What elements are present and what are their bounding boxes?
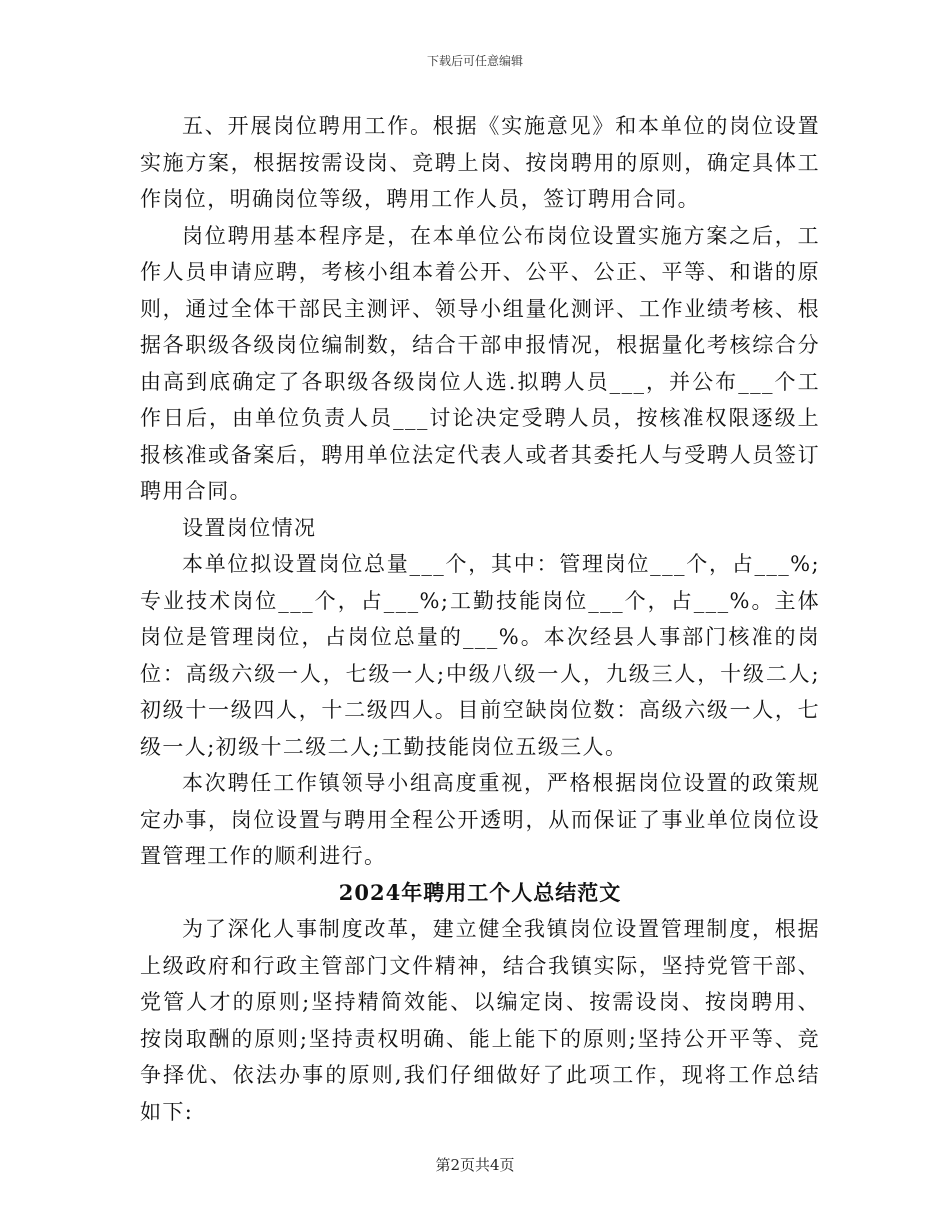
paragraph-leadership: 本次聘任工作镇领导小组高度重视，严格根据岗位设置的政策规定办事，岗位设置与聘用全程公开透明，从而保证了事业单位岗位设置管理工作的顺利进行。 xyxy=(140,771,820,868)
paragraph-summary-intro: 为了深化人事制度改革，建立健全我镇岗位设置管理制度，根据上级政府和行政主管部门文件精神，结合我镇实际，坚持党管干部、党管人才的原则;坚持精简效能、以编定岗、按需设岗、按岗聘用、按岗取酬的原则;坚持责权明确、能上能下的原则;坚持公开平等、竞争择优、依法办事的原则,我们仔细做好了此项工作，现将工作总结如下: xyxy=(140,917,820,1124)
paragraph-job-hiring: 五、开展岗位聘用工作。根据《实施意见》和本单位的岗位设置实施方案，根据按需设岗、竞聘上岗、按岗聘用的原则，确定具体工作岗位，明确岗位等级，聘用工作人员，签订聘用合同。 xyxy=(140,114,820,211)
document-body xyxy=(140,108,820,1130)
page-number-footer: 第2页共4页 xyxy=(435,1156,515,1174)
section-heading-positions: 设置岗位情况 xyxy=(182,515,317,540)
document-title: 2024年聘用工个人总结范文 xyxy=(338,879,622,905)
paragraph-position-numbers: 本单位拟设置岗位总量___个，其中：管理岗位___个，占___%;专业技术岗位___个，占___%;工勤技能岗位___个，占___%。主体岗位是管理岗位，占岗位总量的___%。本次经县人事部门核准的岗位：高级六级一人，七级一人;中级八级一人，九级三人，十级二人;初级十一级四人，十二级四人。目前空缺岗位数：高级六级一人，七级一人;初级十二级二人;工勤技能岗位五级三人。 xyxy=(140,552,820,759)
page-header-note: 下载后可任意编辑 xyxy=(426,54,523,68)
paragraph-hiring-procedure: 岗位聘用基本程序是，在本单位公布岗位设置实施方案之后，工作人员申请应聘，考核小组本着公开、公平、公正、平等、和谐的原则，通过全体干部民主测评、领导小组量化测评、工作业绩考核、根据各职级各级岗位编制数，结合干部申报情况，根据量化考核综合分由高到底确定了各职级各级岗位人选.拟聘人员___，并公布___个工作日后，由单位负责人员___讨论决定受聘人员，按核准权限逐级上报核准或备案后，聘用单位法定代表人或者其委托人与受聘人员签订聘用合同。 xyxy=(140,223,820,503)
